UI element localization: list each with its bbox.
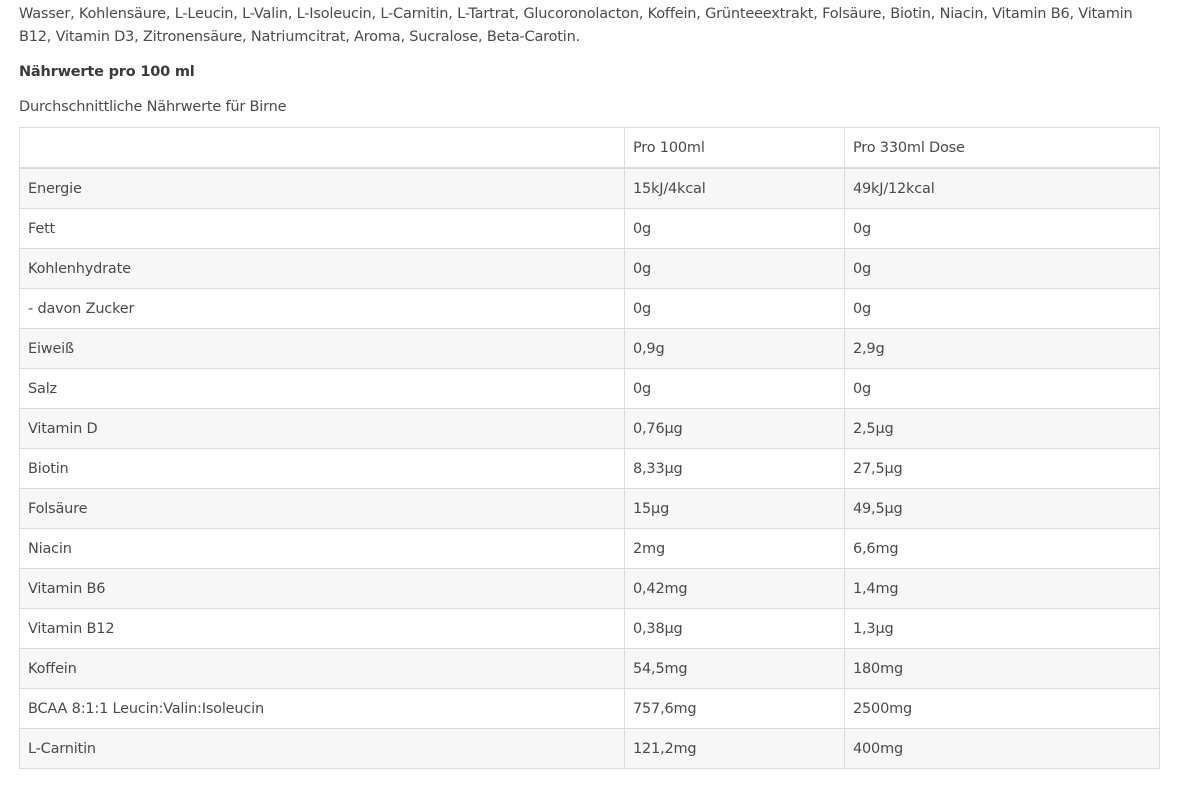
per-can-cell: 0g <box>845 289 1160 329</box>
per-can-cell: 49,5µg <box>845 489 1160 529</box>
table-row <box>20 168 1160 209</box>
per-can-cell: 0g <box>845 249 1160 289</box>
per-100ml-cell: 54,5mg <box>625 649 845 689</box>
per-100ml-cell: 0g <box>625 249 845 289</box>
table-row <box>20 689 1160 729</box>
nutrient-name-cell: Folsäure <box>20 489 625 529</box>
table-row <box>20 609 1160 649</box>
nutrient-name-cell: Energie <box>20 168 625 209</box>
per-100ml-cell: 0,38µg <box>625 609 845 649</box>
table-row <box>20 449 1160 489</box>
nutrient-name-cell: Koffein <box>20 649 625 689</box>
table-row <box>20 249 1160 289</box>
table-row <box>20 209 1160 249</box>
header-per-100ml: Pro 100ml <box>625 128 845 169</box>
nutrition-table <box>19 127 1160 769</box>
table-row <box>20 729 1160 769</box>
per-can-cell: 2,5µg <box>845 409 1160 449</box>
table-row <box>20 329 1160 369</box>
header-per-can: Pro 330ml Dose <box>845 128 1160 169</box>
nutrient-name-cell: Biotin <box>20 449 625 489</box>
per-100ml-cell: 0,42mg <box>625 569 845 609</box>
table-row <box>20 369 1160 409</box>
per-can-cell: 1,3µg <box>845 609 1160 649</box>
nutrient-name-cell: Vitamin B6 <box>20 569 625 609</box>
per-100ml-cell: 15µg <box>625 489 845 529</box>
per-can-cell: 1,4mg <box>845 569 1160 609</box>
per-can-cell: 27,5µg <box>845 449 1160 489</box>
nutrition-subheading: Durchschnittliche Nährwerte für Birne <box>19 99 287 115</box>
header-nutrient <box>20 128 625 169</box>
nutrient-name-cell: Eiweiß <box>20 329 625 369</box>
per-100ml-cell: 757,6mg <box>625 689 845 729</box>
per-100ml-cell: 0g <box>625 289 845 329</box>
nutrient-name-cell: Salz <box>20 369 625 409</box>
nutrient-name-cell: Fett <box>20 209 625 249</box>
table-header-row <box>20 128 1160 169</box>
table-row <box>20 649 1160 689</box>
table-row <box>20 489 1160 529</box>
nutrient-name-cell: Vitamin D <box>20 409 625 449</box>
per-100ml-cell: 0,76µg <box>625 409 845 449</box>
per-can-cell: 6,6mg <box>845 529 1160 569</box>
per-100ml-cell: 0g <box>625 209 845 249</box>
nutrient-name-cell: L-Carnitin <box>20 729 625 769</box>
per-can-cell: 2500mg <box>845 689 1160 729</box>
ingredients-text: Wasser, Kohlensäure, L-Leucin, L-Valin, L-Isoleucin, L-Carnitin, L-Tartrat, Glucoronolacton, Koffein, Grünteeextrakt, Folsäure, Biotin, Niacin, Vitamin B6, Vitamin B12, Vitamin D3, Zitronensäure, Natriumcitrat, Aroma, Sucralose, Beta-Carotin. <box>19 6 1133 45</box>
product-description <box>19 0 1159 757</box>
table-row <box>20 409 1160 449</box>
nutrient-name-cell: Kohlenhydrate <box>20 249 625 289</box>
per-100ml-cell: 8,33µg <box>625 449 845 489</box>
per-can-cell: 400mg <box>845 729 1160 769</box>
per-can-cell: 2,9g <box>845 329 1160 369</box>
table-row <box>20 529 1160 569</box>
nutrition-table-header <box>20 128 1160 169</box>
nutrient-name-cell: Vitamin B12 <box>20 609 625 649</box>
per-100ml-cell: 121,2mg <box>625 729 845 769</box>
table-row <box>20 569 1160 609</box>
nutrition-table-body <box>20 168 1160 769</box>
per-100ml-cell: 2mg <box>625 529 845 569</box>
per-can-cell: 0g <box>845 209 1160 249</box>
per-can-cell: 0g <box>845 369 1160 409</box>
per-100ml-cell: 0,9g <box>625 329 845 369</box>
table-row <box>20 289 1160 329</box>
per-100ml-cell: 0g <box>625 369 845 409</box>
per-can-cell: 180mg <box>845 649 1160 689</box>
nutrient-name-cell: - davon Zucker <box>20 289 625 329</box>
nutrition-heading: Nährwerte pro 100 ml <box>19 64 195 80</box>
nutrient-name-cell: BCAA 8:1:1 Leucin:Valin:Isoleucin <box>20 689 625 729</box>
nutrient-name-cell: Niacin <box>20 529 625 569</box>
per-100ml-cell: 15kJ/4kcal <box>625 168 845 209</box>
per-can-cell: 49kJ/12kcal <box>845 168 1160 209</box>
